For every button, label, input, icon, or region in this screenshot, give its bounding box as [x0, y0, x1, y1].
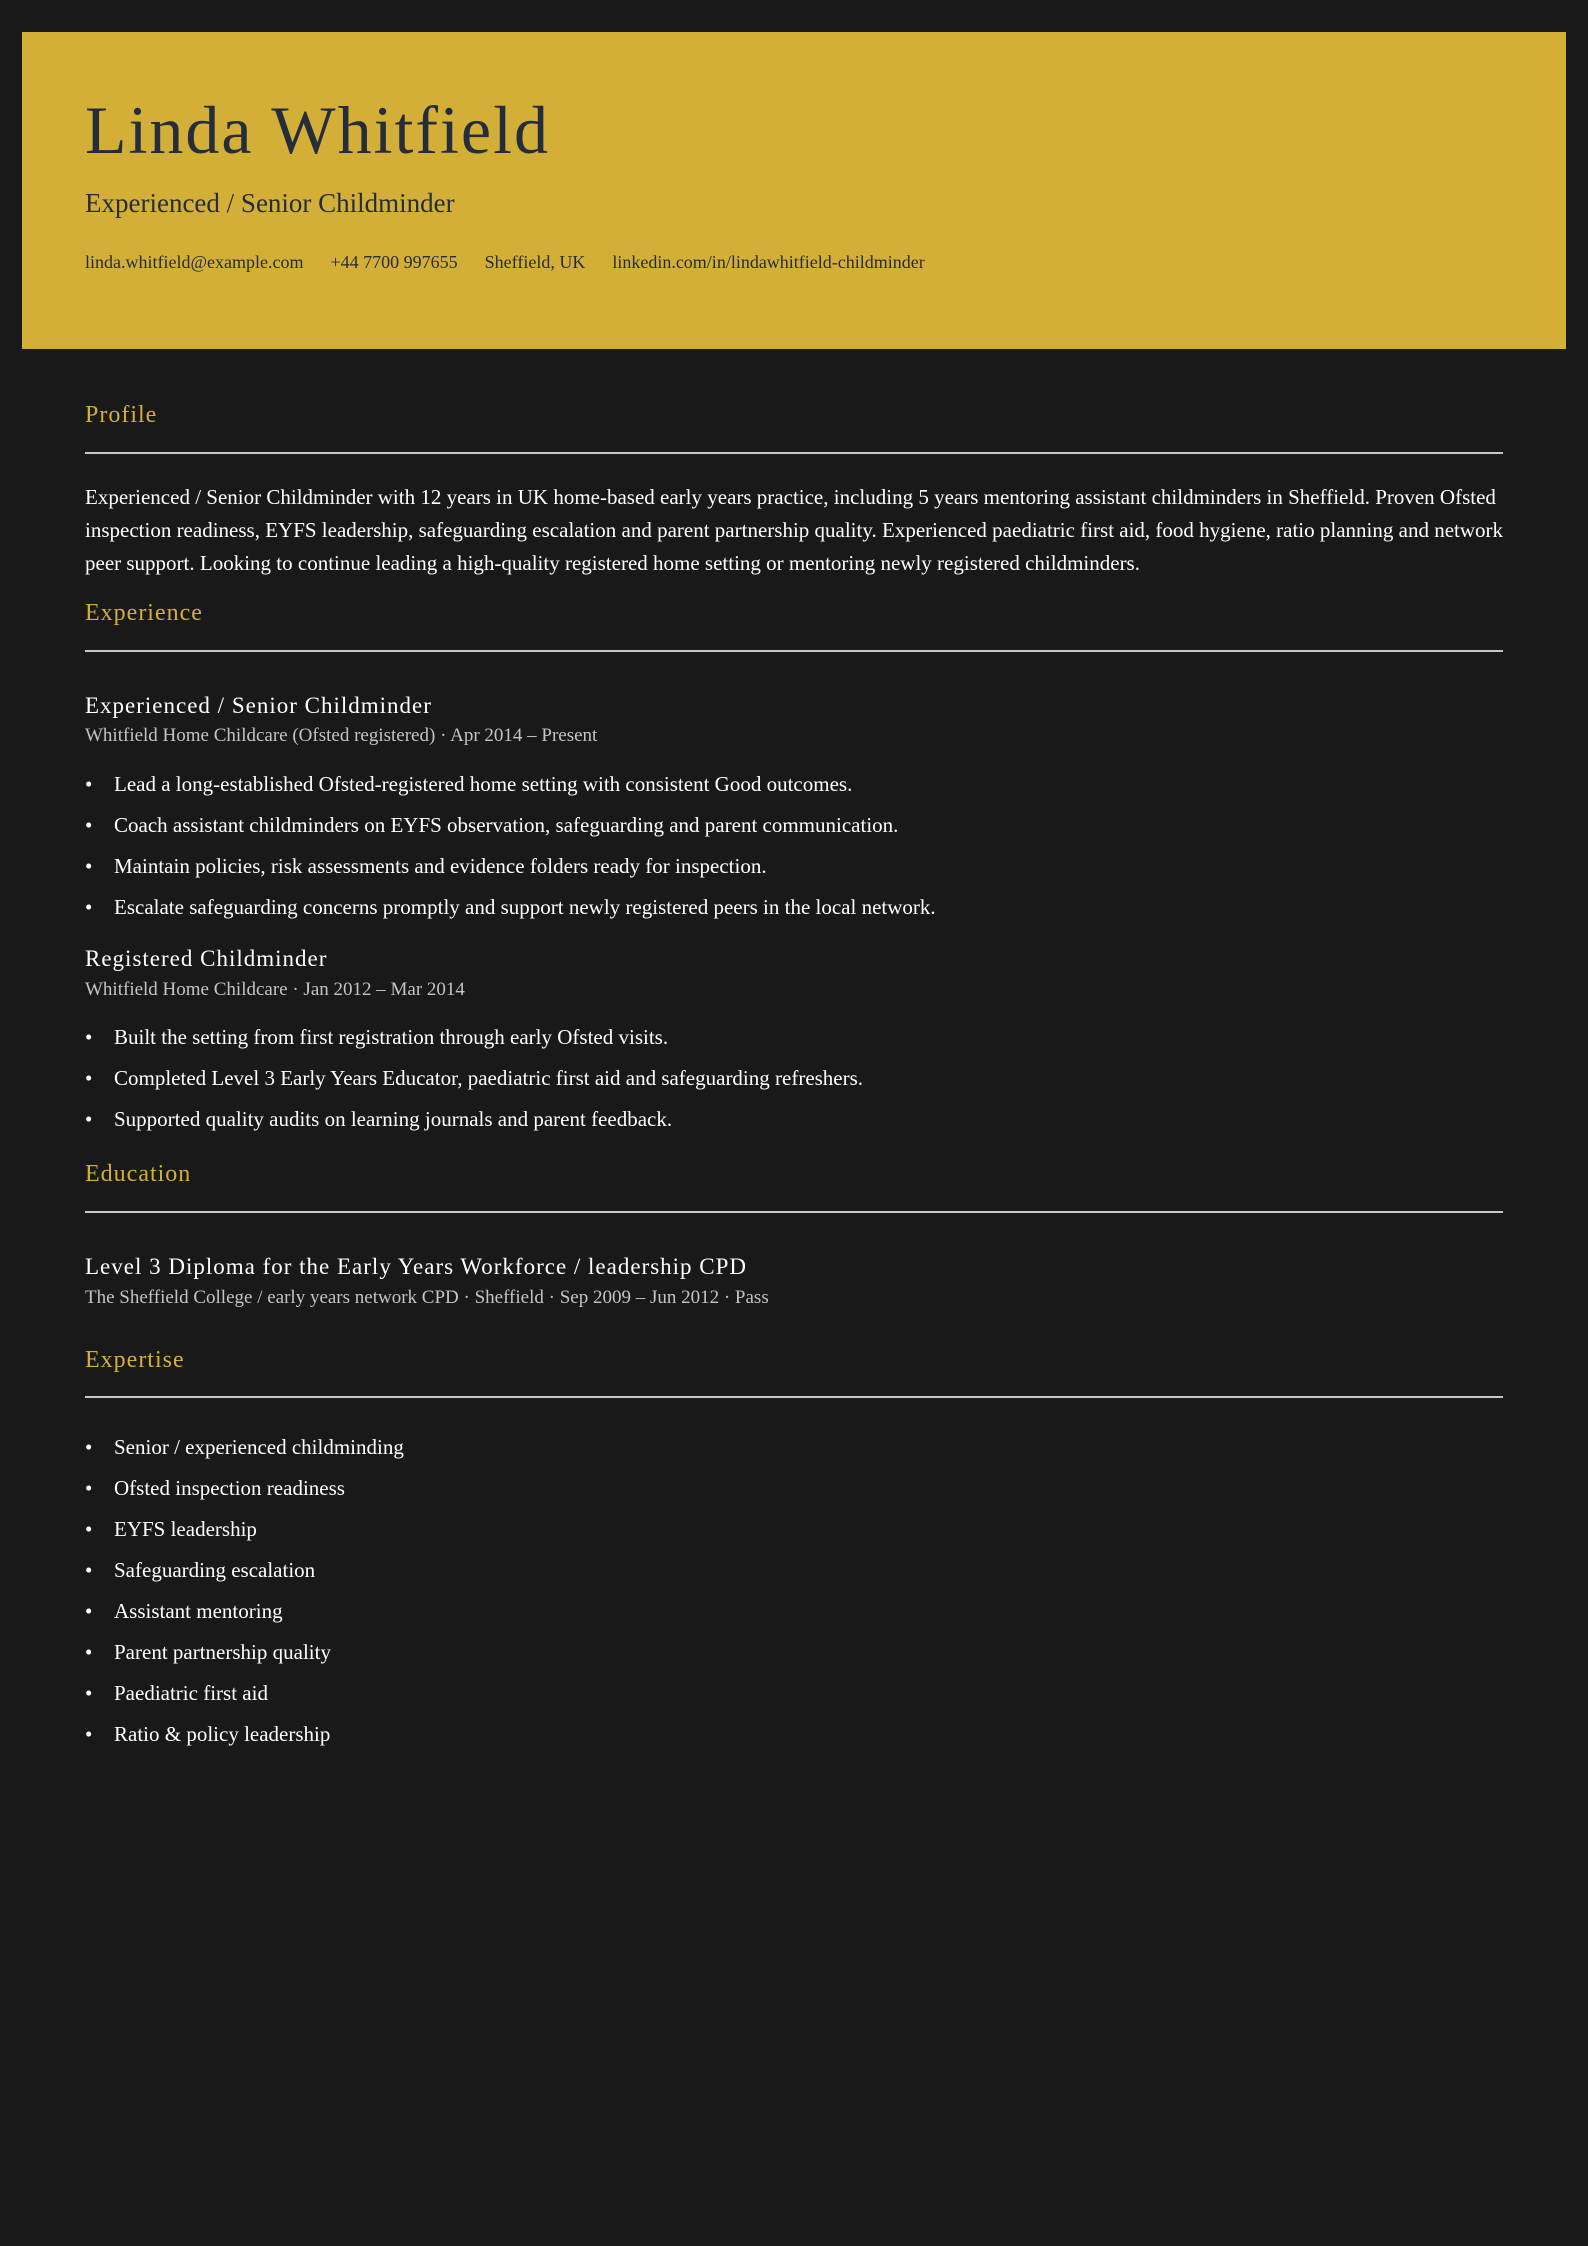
job-entry	[85, 945, 1503, 1140]
candidate-headline: Experienced / Senior Childminder	[85, 188, 455, 218]
section-title-profile: Profile	[85, 402, 158, 428]
contact-location: Sheffield, UK	[484, 252, 586, 272]
education-entry	[85, 1253, 1503, 1309]
profile-summary: Experienced / Senior Childminder with 12 years in UK home-based early years practice, including 5 years mentoring assistant childminders in Sheffield. Proven Ofsted inspection readiness, EYFS leadership, safeguarding escalation and parent partnership quality. Experienced paediatric first aid, food hygiene, ratio planning and network peer support. Looking to continue leading a high-quality registered home setting or mentoring newly registered childminders.	[85, 484, 1504, 575]
section-title-education: Education	[85, 1161, 192, 1188]
resume-header	[22, 32, 1566, 349]
list-item: • Ratio & policy leadership	[85, 1714, 1503, 1755]
contact-email: linda.whitfield@example.com	[85, 252, 304, 272]
job-entry	[85, 692, 1503, 928]
list-item: • Coach assistant childminders on EYFS observation, safeguarding and parent communication.	[85, 805, 1503, 846]
section-divider	[85, 1211, 1503, 1213]
section-divider	[85, 452, 1503, 454]
contact-linkedin: linkedin.com/in/lindawhitfield-childminder	[612, 252, 925, 272]
list-item: • EYFS leadership	[85, 1509, 1503, 1550]
job-achievements	[85, 764, 1503, 928]
list-item: • Assistant mentoring	[85, 1591, 1503, 1632]
education-section	[85, 1160, 1503, 1309]
section-divider	[85, 1396, 1503, 1398]
job-meta: Whitfield Home Childcare (Ofsted registered) · Apr 2014 – Present	[85, 725, 598, 747]
contact-phone: +44 7700 997655	[330, 252, 458, 272]
education-meta: The Sheffield College / early years network CPD · Sheffield · Sep 2009 – Jun 2012 · Pass	[85, 1286, 769, 1308]
list-item: • Paediatric first aid	[85, 1673, 1503, 1714]
list-item: • Senior / experienced childminding	[85, 1427, 1503, 1468]
expertise-list	[85, 1427, 1503, 1755]
section-title-expertise: Expertise	[85, 1346, 185, 1373]
candidate-name: Linda Whitfield	[85, 92, 550, 168]
list-item: • Safeguarding escalation	[85, 1550, 1503, 1591]
job-meta: Whitfield Home Childcare · Jan 2012 – Mar 2014	[85, 978, 465, 1000]
list-item: • Maintain policies, risk assessments and evidence folders ready for inspection.	[85, 846, 1503, 887]
section-title-experience: Experience	[85, 599, 203, 626]
degree-title: Level 3 Diploma for the Early Years Workforce / leadership CPD	[85, 1254, 748, 1280]
section-divider	[85, 650, 1503, 652]
expertise-section	[85, 1346, 1503, 1756]
profile-section	[85, 401, 1503, 580]
list-item: • Ofsted inspection readiness	[85, 1468, 1503, 1509]
contact-info	[85, 252, 925, 274]
job-achievements	[85, 1017, 1503, 1140]
list-item: • Completed Level 3 Early Years Educator, paediatric first aid and safeguarding refreshers.	[85, 1058, 1503, 1099]
list-item: • Escalate safeguarding concerns promptly and support newly registered peers in the local network.	[85, 887, 1503, 928]
list-item: • Parent partnership quality	[85, 1632, 1503, 1673]
resume-body	[85, 401, 1503, 1755]
job-title: Registered Childminder	[85, 945, 328, 971]
list-item: • Supported quality audits on learning journals and parent feedback.	[85, 1099, 1503, 1140]
list-item: • Lead a long-established Ofsted-registered home setting with consistent Good outcomes.	[85, 764, 1503, 805]
experience-section	[85, 599, 1503, 1141]
job-title: Experienced / Senior Childminder	[85, 692, 432, 718]
list-item: • Built the setting from first registration through early Ofsted visits.	[85, 1017, 1503, 1058]
